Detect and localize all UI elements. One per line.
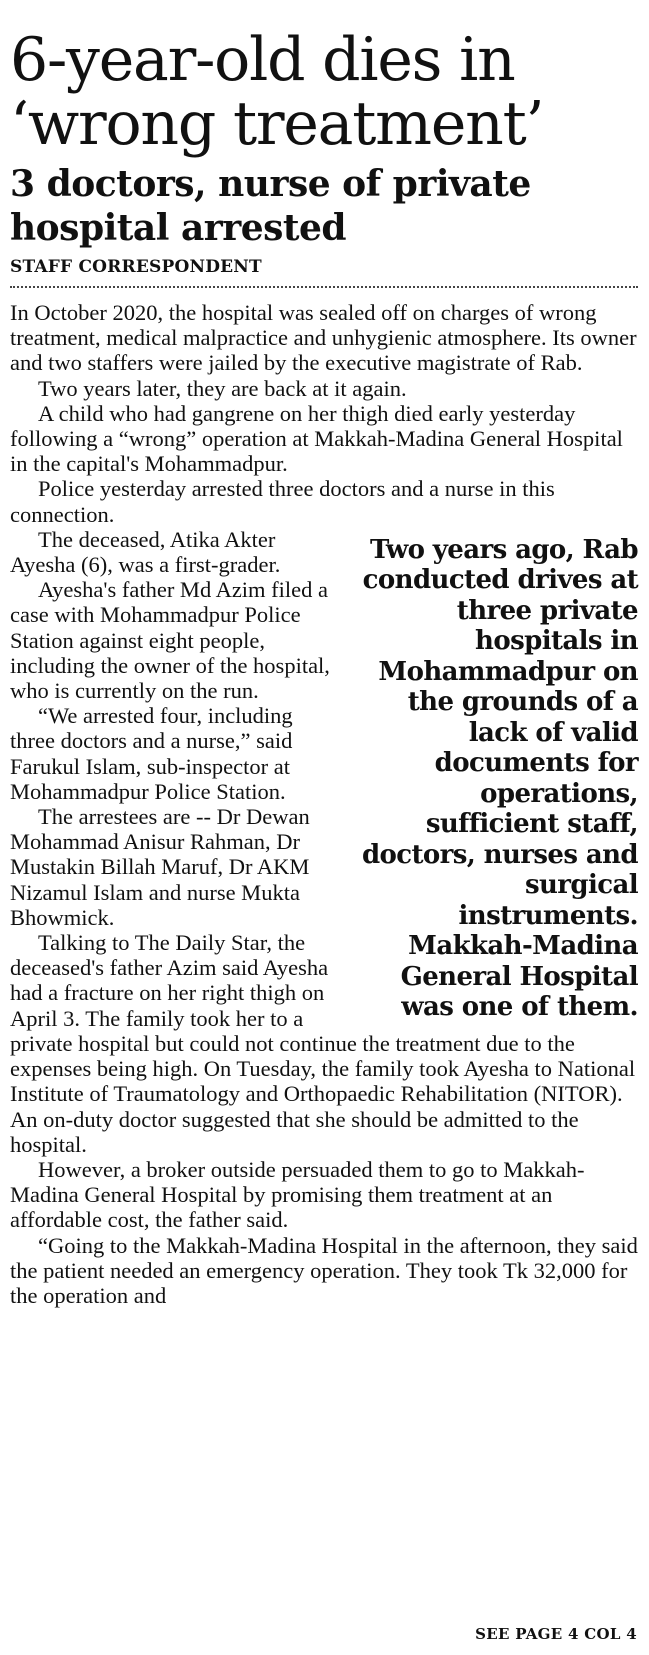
article-page <box>10 0 638 1308</box>
paragraph: The deceased, Atika Akter Ayesha (6), was a first-grader. <box>10 526 281 578</box>
continuation-note: SEE PAGE 4 COL 4 <box>475 1625 637 1643</box>
paragraph: Two years later, they are back at it again. <box>38 375 407 401</box>
paragraph: “Going to the Makkah-Madina Hospital in the afternoon, they said the patient needed an emergency operation. They took Tk 32,000 for the operation and <box>10 1232 638 1308</box>
paragraph: Police yesterday arrested three doctors and a nurse in this connection. <box>10 476 555 527</box>
paragraph: A child who had gangrene on her thigh died early yesterday following a “wrong” operation at Makkah-Madina General Hospital in the capital's Mohammadpur. <box>10 400 623 477</box>
paragraph: The arrestees are -- Dr Dewan Mohammad Anisur Rahman, Dr Mustakin Billah Maruf, Dr AKM Nizamul Islam and nurse Mukta Bhowmick. <box>10 804 310 930</box>
subheadline: 3 doctors, nurse of private hospital arrested <box>10 163 531 249</box>
headline: 6-year-old dies in ‘wrong treatment’ <box>10 25 544 159</box>
paragraph: Talking to The Daily Star, the deceased's father Azim said Ayesha had a fracture on her right thigh on April 3. The family took her to a private hospital but could not continue the treatment due to the expenses being high. On Tuesday, the family took Ayesha to National Institute of Traumatology and Orthopaedic Rehabilitation (NITOR). An on-duty doctor suggested that she should be admitted to the hospital. <box>10 930 636 1157</box>
paragraph: However, a broker outside persuaded them to go to Makkah-Madina General Hospital by promising them treatment at an affordable cost, the father said. <box>10 1156 585 1233</box>
byline: STAFF CORRESPONDENT <box>10 257 262 277</box>
dotted-divider <box>10 286 638 288</box>
article-body <box>10 300 638 1308</box>
paragraph: In October 2020, the hospital was sealed off on charges of wrong treatment, medical malpractice and unhygienic atmosphere. Its owner and two staffers were jailed by the executive magistrate of Rab. <box>10 300 637 376</box>
paragraph: “We arrested four, including three doctors and a nurse,” said Farukul Islam, sub-inspector at Mohammadpur Police Station. <box>10 703 293 804</box>
pull-quote: Two years ago, Rab conducted drives at three private hospitals in Mohammadpur on the grounds of a lack of valid documents for operations, sufficient staff, doctors, nurses and surgical instruments. Makkah-Madina General Hospital was one of them. <box>361 534 638 1023</box>
paragraph: Ayesha's father Md Azim filed a case with Mohammadpur Police Station against eight people, including the owner of the hospital, who is currently on the run. <box>10 577 330 704</box>
